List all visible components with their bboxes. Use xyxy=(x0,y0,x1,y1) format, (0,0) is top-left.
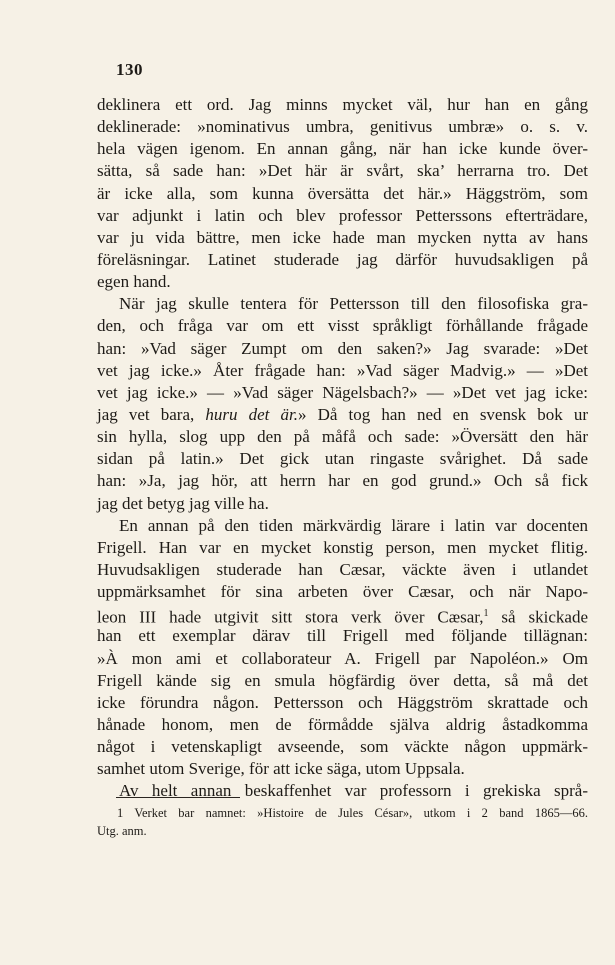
text-line: Frigell kände sig en smula högfärdig över detta, så må det xyxy=(97,670,588,690)
text-line: sätta, så sade han: »Det här är svårt, ska’ herrarna tro. Det xyxy=(97,161,588,181)
text-line-mixed xyxy=(97,404,588,426)
text-segment: » Då tog han ned en svensk bok ur xyxy=(297,404,588,424)
text-line: den, och fråga var om ett visst språkligt förhållande frågade xyxy=(97,316,588,336)
text-line: Frigell. Han var en mycket konstig person, men mycket flitig. xyxy=(97,537,588,557)
footnote-reference: 1 xyxy=(483,608,489,620)
text-line: Huvudsakligen studerade han Cæsar, väckte även i utlandet xyxy=(97,559,588,579)
text-line: En annan på den tiden märkvärdig lärare i latin var docenten xyxy=(119,515,588,535)
text-line: han ett exemplar därav till Frigell med följande tillägnan: xyxy=(97,626,588,646)
text-line: något i vetenskapligt avseende, som väckte någon uppmärk- xyxy=(97,737,588,757)
footnote-text: Verket bar namnet: »Histoire de Jules César», utkom i 2 band 1865—66. xyxy=(123,806,588,820)
text-line: han: »Vad säger Zumpt om den saken?» Jag svarade: »Det xyxy=(97,338,588,358)
text-line-mixed xyxy=(97,603,588,625)
text-line: hånade honom, men de förmådde själva aldrig åstadkomma xyxy=(97,714,588,734)
footnote-divider xyxy=(116,797,240,798)
text-line: sin hylla, slog upp den på måfå och sade: »Översätt den här xyxy=(97,427,588,447)
text-line: icke förundra någon. Pettersson och Häggström skrattade och xyxy=(97,692,588,712)
text-line: föreläsningar. Latinet studerade jag därför huvudsakligen på xyxy=(97,249,588,269)
text-segment: så skickade xyxy=(488,607,588,627)
text-line: uppmärksamhet för sina arbeten över Cæsar, och när Napo- xyxy=(97,582,588,602)
text-line: samhet utom Sverige, för att icke säga, utom Uppsala. xyxy=(97,759,465,779)
footnote-line: Utg. anm. xyxy=(97,824,147,838)
footnote-marker: 1 xyxy=(117,806,124,820)
text-line: egen hand. xyxy=(97,272,171,292)
text-line: han: »Ja, jag hör, att herrn har en god grund.» Och så fick xyxy=(97,471,588,491)
text-line: är icke alla, som kunna översätta det här.» Häggström, som xyxy=(97,183,588,203)
body-text xyxy=(97,94,588,803)
text-segment: leon III hade utgivit sitt stora verk över Cæsar, xyxy=(97,607,484,627)
text-line: hela vägen igenom. En annan gång, när han icke kunde över- xyxy=(97,139,588,159)
footnote-line xyxy=(97,804,588,822)
italic-phrase: huru det är. xyxy=(205,404,298,424)
text-line: var adjunkt i latin och blev professor Petterssons efterträdare, xyxy=(97,205,588,225)
page-number: 130 xyxy=(116,60,143,79)
text-line: sidan på latin.» Det gick utan ringaste svårighet. Då sade xyxy=(97,449,588,469)
text-segment: jag vet bara, xyxy=(97,404,206,424)
text-line: jag det betyg jag ville ha. xyxy=(97,493,269,513)
text-line: När jag skulle tentera för Pettersson till den filosofiska gra- xyxy=(119,294,588,314)
text-line: var ju vida bättre, men icke hade man mycken nytta av hans xyxy=(97,227,588,247)
footnote xyxy=(97,804,588,840)
text-line: vet jag icke.» Åter frågade han: »Vad säger Madvig.» — »Det xyxy=(97,360,588,380)
text-line: »À mon ami et collaborateur A. Frigell par Napoléon.» Om xyxy=(97,648,588,668)
text-line: deklinera ett ord. Jag minns mycket väl, hur han en gång xyxy=(97,95,588,114)
text-line: Av helt annan beskaffenhet var professorn i grekiska språ- xyxy=(119,781,588,801)
text-line: vet jag icke.» — »Vad säger Nägelsbach?» — »Det vet jag icke: xyxy=(97,382,588,402)
text-line: deklinerade: »nominativus umbra, genitivus umbræ» o. s. v. xyxy=(97,117,588,137)
